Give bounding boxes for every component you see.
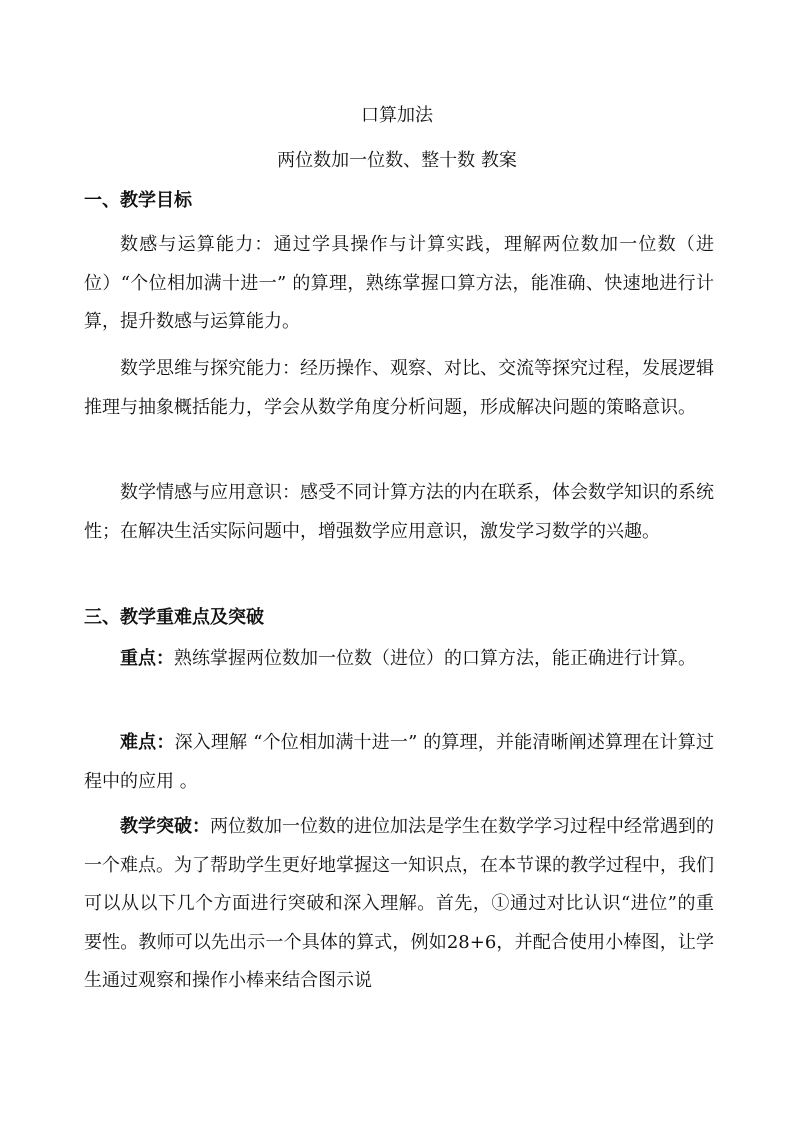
- document-subtitle: 两位数加一位数、整十数 教案: [277, 150, 517, 171]
- difficulty-text: 深入理解 “个位相加满十进一” 的算理，并能清晰阐述算理在计算过程中的应用 。: [84, 732, 714, 792]
- document-title: 口算加法: [361, 105, 433, 126]
- objective-paragraph: [84, 350, 714, 427]
- breakthrough-paragraph: [84, 808, 714, 1001]
- difficulty-paragraph: [84, 724, 714, 801]
- objective-text: 数感与运算能力：通过学具操作与计算实践，理解两位数加一位数（进位）“个位相加满十进一” 的算理，熟练掌握口算方法，能准确、快速地进行计算，提升数感与运算能力。: [84, 234, 714, 332]
- key-point-text: 熟练掌握两位数加一位数（进位）的口算方法，能正确进行计算。: [174, 648, 696, 669]
- key-point-label: 重点：: [120, 648, 174, 669]
- section-heading-objectives: 一、教学目标: [84, 190, 192, 211]
- objective-paragraph: [84, 474, 714, 551]
- objective-text: 数学情感与应用意识：感受不同计算方法的内在联系，体会数学知识的系统性；在解决生活实际问题中，增强数学应用意识，激发学习数学的兴趣。: [84, 482, 714, 542]
- objective-text: 数学思维与探究能力：经历操作、观察、对比、交流等探究过程，发展逻辑推理与抽象概括能力，学会从数学角度分析问题，形成解决问题的策略意识。: [84, 358, 714, 418]
- objective-paragraph: [84, 226, 714, 342]
- breakthrough-label: 教学突破：: [120, 816, 210, 837]
- key-point-paragraph: [84, 640, 714, 679]
- section-heading-key-points: 三、教学重难点及突破: [84, 607, 264, 628]
- difficulty-label: 难点：: [120, 732, 175, 753]
- breakthrough-text: 两位数加一位数的进位加法是学生在数学学习过程中经常遇到的一个难点。为了帮助学生更好地掌握这一知识点，在本节课的教学过程中，我们可以从以下几个方面进行突破和深入理解。首先，①通过对比认识“进位”的重要性。教师可以先出示一个具体的算式，例如28+6，并配合使用小棒图，让学生通过观察和操作小棒来结合图示说: [84, 816, 714, 991]
